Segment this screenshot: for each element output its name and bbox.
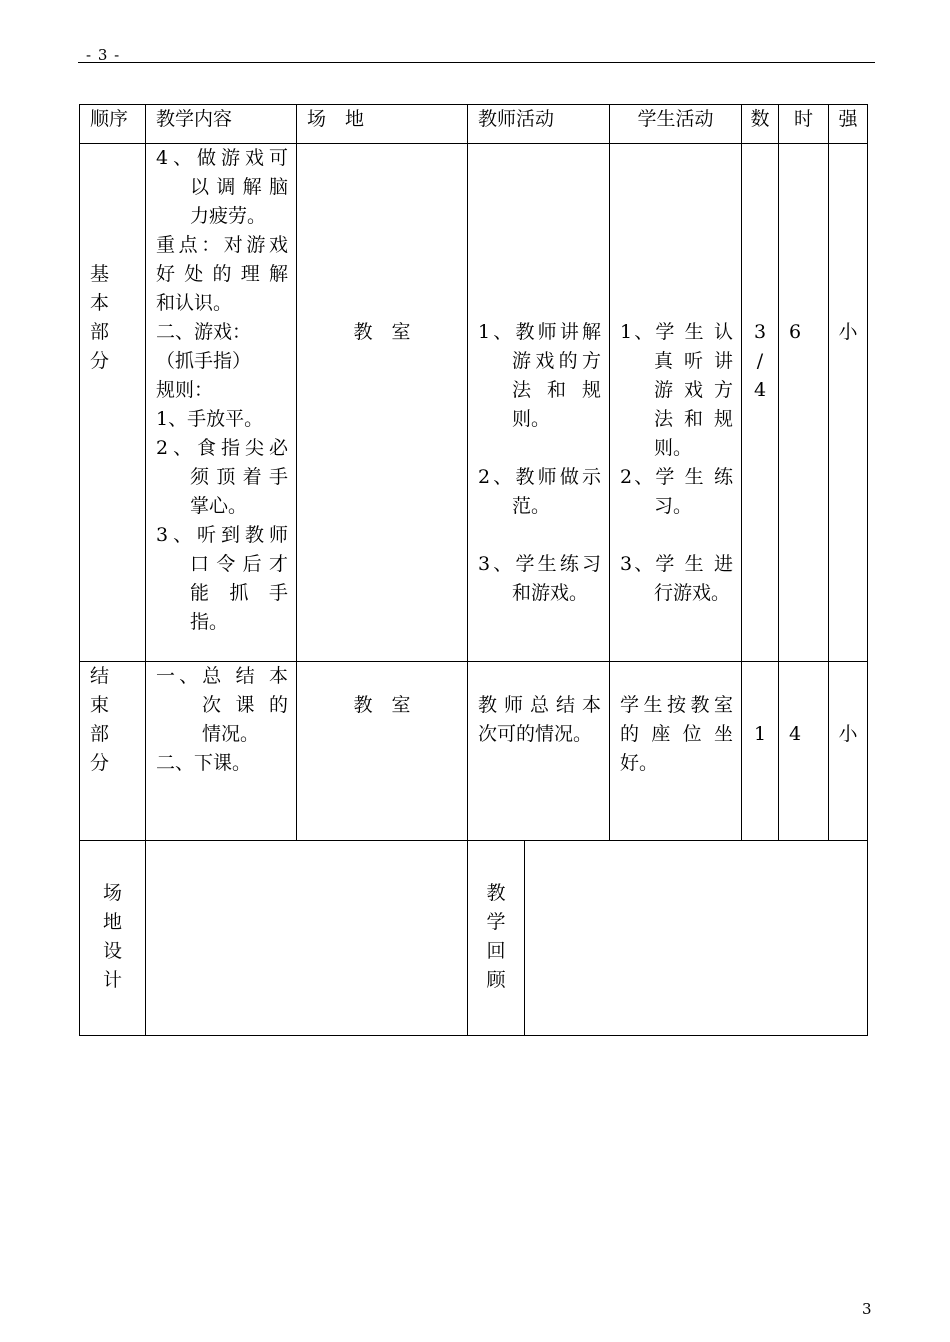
basic-content-cell: 4、做游戏可 以调解脑 力疲劳。 重点：对游戏 好处的理解 和认识。 二、游戏： （抓手指） 规则： 1、手放平。 2、食指尖必 须顶着手 掌心。 3、听到教师 口令后才 能 抓 手 指。 [146,144,297,662]
venue-design-label: 场 地 设 计 [80,841,146,1036]
ending-student-cell: 学生按教室 的 座 位 坐 好。 [610,662,742,841]
ending-teacher-cell: 教师总结本 次可的情况。 [468,662,610,841]
page-footer-number: 3 [862,1300,872,1318]
header-intensity: 强 [829,105,868,144]
table-row-ending [80,662,868,841]
header-teacher: 教师活动 [468,105,610,144]
header-rule [78,62,875,63]
table-row-design [80,841,868,1036]
section-basic-label: 基 本 部 分 [80,144,146,662]
header-count: 数 [742,105,779,144]
header-venue: 场 地 [297,105,468,144]
basic-count-cell: 3 / 4 [742,144,779,662]
header-student: 学生活动 [610,105,742,144]
page-header-number: - 3 - [86,46,121,64]
table-row-basic [80,144,868,662]
review-block [468,841,868,1036]
basic-student-cell: 1、学 生 认 真 听 讲 游 戏 方 法 和 规 则。 2、学 生 练 习。 3、学 生 进 行游戏。 [610,144,742,662]
lesson-plan-table [79,104,868,1036]
ending-count-cell: 1 [742,662,779,841]
ending-venue-cell: 教 室 [297,662,468,841]
header-content: 教学内容 [146,105,297,144]
table-header-row [80,105,868,144]
basic-time-cell: 6 [779,144,829,662]
basic-venue-cell: 教 室 [297,144,468,662]
basic-teacher-cell: 1、教师讲解 游戏的方 法 和 规 则。 2、教师做示 范。 3、学生练习 和游戏。 [468,144,610,662]
header-order: 顺序 [80,105,146,144]
ending-intensity-cell: 小 [829,662,868,841]
ending-time-cell: 4 [779,662,829,841]
venue-design-area [146,841,468,1036]
section-ending-label: 结 束 部 分 [80,662,146,841]
teaching-review-area [525,841,867,1035]
basic-intensity-cell: 小 [829,144,868,662]
ending-content-cell: 一、总 结 本 次 课 的 情况。 二、下课。 [146,662,297,841]
teaching-review-label: 教 学 回 顾 [468,841,525,1035]
header-time: 时 [779,105,829,144]
